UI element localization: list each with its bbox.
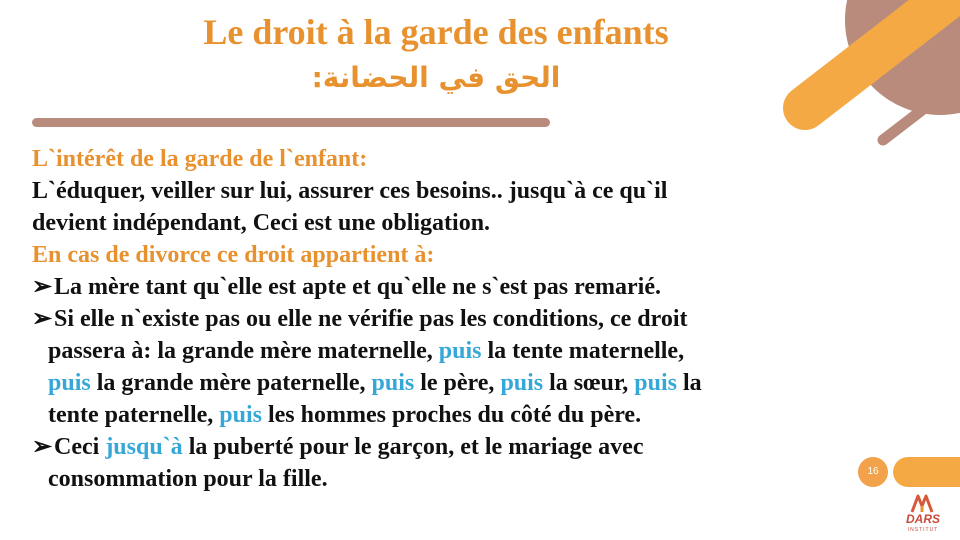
- bullet-text: la tente maternelle,: [481, 338, 685, 364]
- page-number-badge: 16: [858, 457, 888, 487]
- page-subtitle-arabic: الحق في الحضانة:: [311, 61, 561, 94]
- bullet-text: les hommes proches du côté du père.: [261, 402, 642, 428]
- title-underline-bar: [32, 118, 550, 127]
- bullet-text: la sœur,: [543, 370, 635, 396]
- bullet-text: la: [676, 370, 702, 396]
- highlight-puis: puis: [438, 338, 482, 364]
- bullet-item-mother: [32, 271, 932, 303]
- logo-subtext: INSTITUT: [907, 527, 939, 533]
- bullet-text: passera à: la grande mère maternelle,: [48, 338, 439, 364]
- heading-divorce: En cas de divorce ce droit appartient à:: [32, 242, 435, 268]
- bullet-text: La mère tant qu`elle est apte et qu`elle ne s`est pas remarié.: [54, 274, 661, 300]
- logo-text: DARS: [905, 512, 940, 526]
- bullet-text: le père,: [414, 370, 501, 396]
- bullet-text: tente paternelle,: [48, 402, 220, 428]
- highlight-puis: puis: [219, 402, 262, 428]
- bullet-text: la puberté pour le garçon, et le mariage avec: [182, 434, 644, 460]
- bullet-item-puberty: [32, 431, 932, 495]
- arrow-bullet-icon: ➢: [32, 434, 53, 460]
- paragraph-line: devient indépendant, Ceci est une obligation.: [32, 210, 491, 236]
- footer-accent-bar: [893, 457, 960, 487]
- highlight-puis: puis: [48, 370, 91, 396]
- slide-body: [32, 143, 932, 495]
- bullet-text: Ceci: [54, 434, 106, 460]
- arrow-bullet-icon: ➢: [32, 306, 53, 332]
- highlight-jusqua: jusqu`à: [105, 434, 183, 460]
- bullet-text: consommation pour la fille.: [48, 466, 328, 492]
- heading-interest: L`intérêt de la garde de l`enfant:: [32, 146, 368, 172]
- page-title: Le droit à la garde des enfants: [203, 12, 669, 52]
- highlight-puis: puis: [500, 370, 544, 396]
- highlight-puis: puis: [371, 370, 415, 396]
- bullet-item-conditions: [32, 303, 932, 431]
- bullet-text: la grande mère paternelle,: [90, 370, 372, 396]
- bullet-text: Si elle n`existe pas ou elle ne vérifie pas les conditions, ce droit: [54, 306, 688, 332]
- arrow-bullet-icon: ➢: [32, 274, 53, 300]
- highlight-puis: puis: [634, 370, 677, 396]
- paragraph-line: L`éduquer, veiller sur lui, assurer ces besoins.. jusqu`à ce qu`il: [32, 178, 668, 204]
